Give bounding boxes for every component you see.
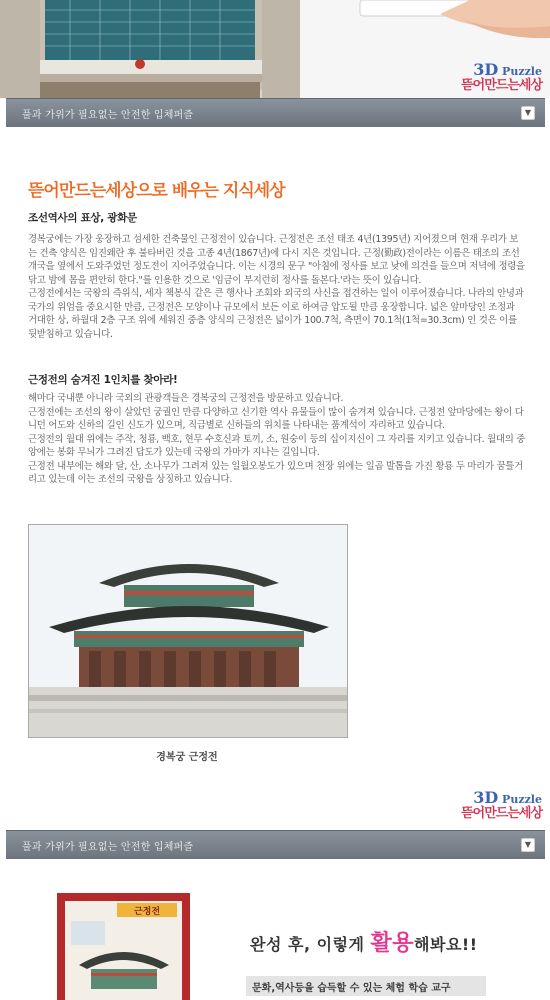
brand-logo (461, 790, 542, 820)
paragraph: 경복궁에는 가장 웅장하고 섬세한 건축물인 근정전이 있습니다. 근정전은 조선 태조 4년(1395년) 지어졌으며 현재 우리가 보는 건축 양식은 임진왜란 후 불타버린 것을 고종 4년(1867년)에 다시 지은 것입니다. 근정(勤政)전이라는 이름은 태조의 조선 개국을 옆에서 도와주었던 정도전이 지어주었습니다. 이는 시경의 문구 "아침에 정사를 보고 낮에 의견을 들으며 저녁에 정령을 닦고 밤에 몸을 편안히 한다."를 인용한 것으로 '임금이 부지런히 정사를 돌본다.'라는 뜻이 있습니다. (28, 234, 525, 286)
usage-headline-accent: 활용 (370, 931, 415, 956)
brand-logo-line1: 3D Puzzle (473, 788, 542, 807)
palace-model-image (0, 0, 300, 98)
section-bar-text: 풀과 가위가 필요없는 안전한 입체퍼즐 (22, 110, 194, 121)
section-bar[interactable] (6, 830, 545, 859)
palace-illustration (29, 525, 347, 737)
product-box-image (57, 893, 190, 1000)
paragraph: 근정전 내부에는 해와 달, 산, 소나무가 그려져 있는 일월오봉도가 있으며 천장 위에는 일곱 발톱을 가진 황룡 두 마리가 꿈틀거리고 있는데 이는 조선의 국왕을 상징하고 있습니다. (28, 460, 523, 485)
usage-headline-pre: 완성 후, 이렇게 (250, 935, 371, 954)
brand-logo-line2: 뜯어만드는세상 (461, 806, 542, 821)
paragraph: 해마다 국내뿐 아니라 국외의 관광객들은 경복궁의 근정전을 방문하고 있습니다. (28, 393, 344, 404)
section1-body (28, 233, 526, 341)
paragraph: 근정전에는 조선의 왕이 살았던 궁궐인 만큼 다양하고 신기한 역사 유물들이 많이 숨겨져 있습니다. 근정전 앞마당에는 왕이 다니던 어도와 신하의 길인 신도가 있으며, 직급별로 신하들의 위치를 나타내는 품계석이 자리하고 있습니다. (28, 406, 524, 431)
usage-headline (250, 926, 478, 957)
brand-logo (461, 62, 542, 92)
chevron-down-icon[interactable]: ▼ (521, 106, 535, 120)
brand-logo-line2: 뜯어만드는세상 (461, 78, 542, 93)
box-label-text: 근정전 (133, 907, 161, 917)
usage-subtitle: 문화,역사등을 습득할 수 있는 체험 학습 교구 (252, 983, 451, 994)
hero-image (0, 0, 550, 98)
geunjeongjeon-photo (28, 524, 348, 738)
section-bar[interactable] (6, 98, 545, 127)
usage-subtitle-bar (246, 976, 486, 996)
paragraph: 근정전에서는 국왕의 즉위식, 세자 책봉식 같은 큰 행사나 조회와 외국의 사신을 접견하는 일이 이루어졌습니다. 나라의 안녕과 국가의 위엄을 중요시한 만큼, 근정전은 모양이나 규모에서 보든 이로 하여금 압도될 만큼 웅장합니다. 넓은 앞마당인 조정과 거대한 상, 하월대 2층 구조 위에 세워진 중층 양식의 근정전은 넓이가 100.7척, 측면이 70.1척(1척=30.3cm) 인 것은 이를 뒷받침하고 있습니다. (28, 288, 524, 340)
brand-logo-line1: 3D Puzzle (473, 60, 542, 79)
hand-holding-puzzle-image (330, 0, 550, 60)
paragraph: 근정전의 월대 위에는 주작, 청룡, 백호, 현무 수호신과 토끼, 소, 원숭이 등의 십이지신이 그 자리를 지키고 있습니다. 월대의 중앙에는 봉화 무늬가 그려진 답도가 있는데 국왕의 가마가 지나는 길입니다. (28, 433, 526, 458)
section-bar-text: 풀과 가위가 필요없는 안전한 입체퍼즐 (22, 842, 194, 853)
photo-caption: 경복궁 근정전 (156, 752, 218, 763)
section2-heading: 근정전의 숨겨진 1인치를 찾아라! (28, 374, 178, 386)
section1-heading: 조선역사의 표상, 광화문 (28, 212, 137, 224)
chevron-down-icon[interactable]: ▼ (521, 838, 535, 852)
article-title: 뜯어만드는세상으로 배우는 지식세상 (28, 181, 285, 201)
usage-headline-post: 해봐요!! (414, 935, 478, 954)
section2-body (28, 392, 526, 487)
